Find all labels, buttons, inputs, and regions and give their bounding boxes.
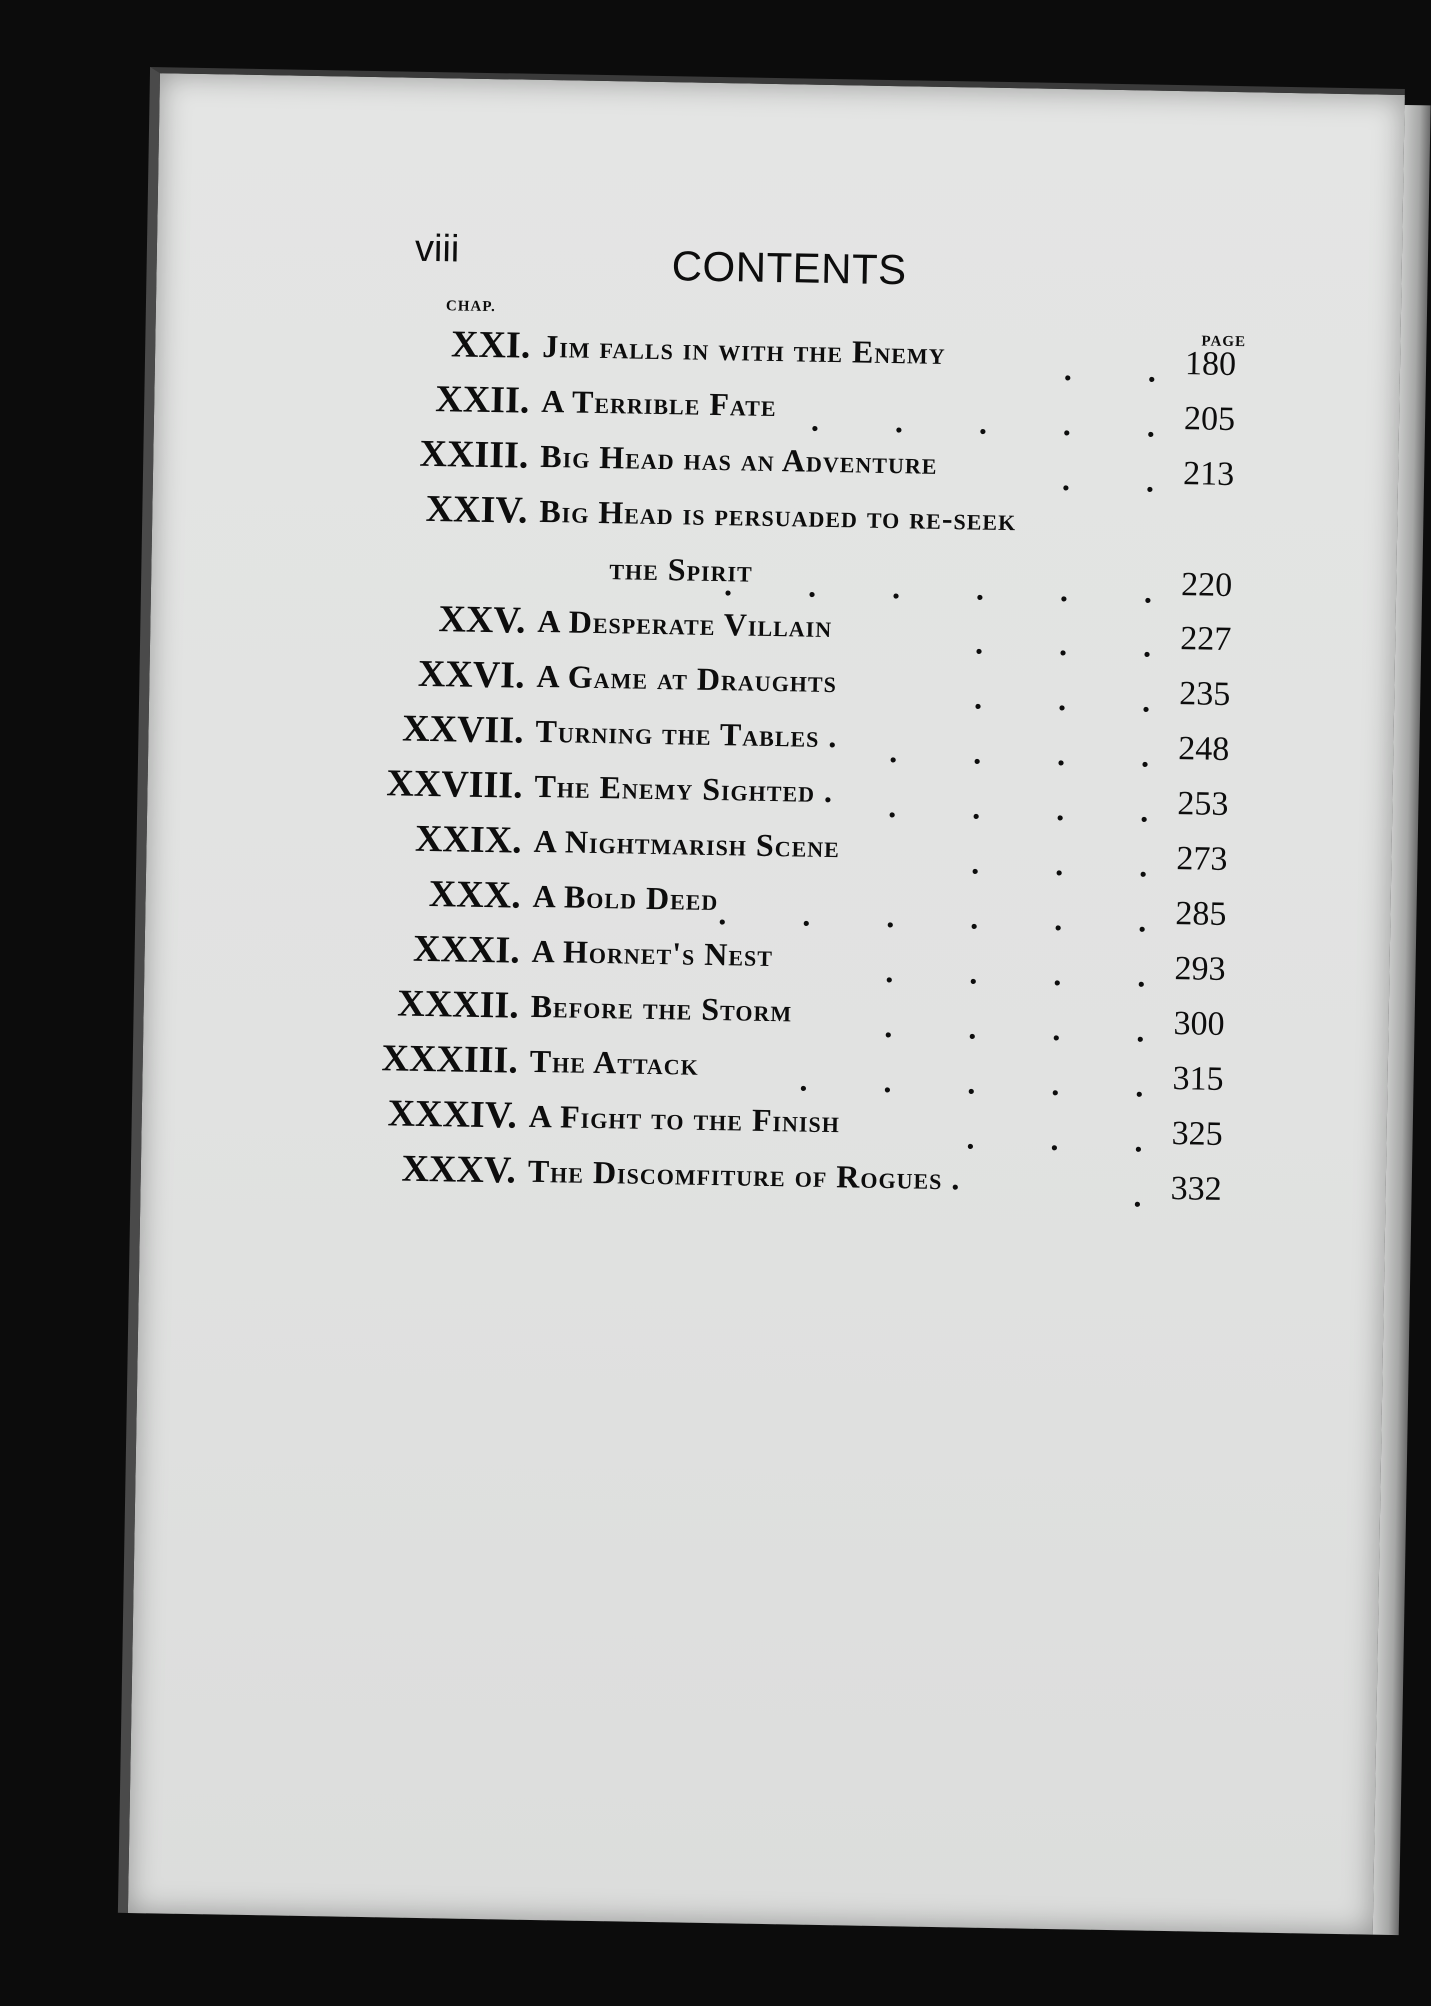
table-of-contents: [140, 317, 1400, 1219]
dot-leader: . . .: [974, 624, 1186, 665]
dot-leader: .: [1133, 1177, 1176, 1215]
contents-heading: CONTENTS: [671, 242, 908, 294]
chapter-title: Big Head has an Adventure: [540, 437, 938, 481]
dot-leader: . .: [1063, 351, 1191, 390]
chapter-title: Turning the Tables .: [535, 712, 838, 755]
page-content: [128, 73, 1405, 1934]
chapter-title: A Desperate Villain: [537, 602, 833, 645]
dot-leader: . . . . . .: [718, 895, 1181, 940]
chapter-number: XXIII.: [419, 432, 529, 477]
dot-leader: . . . .: [887, 788, 1183, 830]
dot-leader: . . . .: [884, 1008, 1179, 1050]
chapter-title: A Hornet's Nest: [531, 932, 774, 974]
page-reference: 253: [1177, 785, 1229, 823]
page-reference: 235: [1178, 675, 1231, 713]
page-reference: 180: [1184, 345, 1237, 384]
chapter-title: A Game at Draughts: [536, 657, 838, 700]
chapter-number: XXXIV.: [387, 1092, 518, 1137]
chapter-number: XXVIII.: [386, 762, 523, 807]
chapter-number: XXV.: [438, 598, 526, 642]
dot-leader: . . .: [966, 1119, 1177, 1160]
page-reference: 273: [1176, 840, 1228, 878]
chapter-number: XXIV.: [425, 487, 528, 532]
page-reference: 205: [1183, 400, 1236, 439]
page-reference: 332: [1170, 1170, 1222, 1208]
chapter-number: XXXI.: [412, 927, 521, 972]
chapter-title: The Discomfiture of Rogues .: [527, 1152, 961, 1197]
page-reference: 293: [1174, 950, 1226, 988]
chapter-title: Jim falls in with the Enemy: [541, 327, 946, 371]
chapter-title: A Bold Deed: [532, 877, 719, 918]
page-reference: 300: [1173, 1005, 1225, 1043]
chapter-number: XXXV.: [401, 1147, 517, 1192]
book-page: [118, 67, 1405, 1935]
page-reference: 285: [1175, 895, 1227, 933]
chapter-title: Before the Storm: [530, 987, 793, 1029]
page-column-label: PAGE: [1201, 333, 1247, 351]
chapter-title: The Attack: [529, 1042, 700, 1082]
chapter-number: XXI.: [450, 323, 531, 367]
page-reference: 325: [1171, 1115, 1223, 1153]
dot-leader: . . . .: [885, 953, 1180, 995]
chapter-title: A Terrible Fate: [541, 382, 777, 424]
page-reference: 248: [1178, 730, 1230, 768]
page-reference: 220: [1180, 566, 1233, 605]
page-reference: 213: [1182, 455, 1235, 494]
chapter-number: XXXIII.: [381, 1037, 519, 1082]
chapter-number: XXX.: [428, 873, 522, 917]
page-number-folio: viii: [414, 227, 460, 271]
dot-leader: . . . . . .: [723, 566, 1187, 611]
dot-leader: . . . . .: [810, 401, 1190, 445]
chapter-number: XXII.: [435, 378, 530, 422]
chapter-title-continuation: the Spirit: [609, 550, 754, 589]
dot-leader: . . .: [971, 844, 1182, 885]
page-reference: 315: [1172, 1060, 1224, 1098]
dot-leader: . . .: [973, 679, 1185, 720]
chapter-title: A Fight to the Finish: [528, 1097, 841, 1140]
dot-leader: . . . .: [888, 733, 1184, 775]
dot-leader: . .: [1061, 461, 1189, 500]
chapter-number: XXXII.: [397, 982, 520, 1027]
chapter-title: Big Head is persuaded to re-seek: [539, 492, 1017, 538]
chapter-number: XXVII.: [401, 707, 524, 752]
dot-leader: . . . . .: [799, 1061, 1178, 1105]
chapter-title: The Enemy Sighted .: [534, 767, 834, 810]
page-reference: 227: [1179, 620, 1232, 659]
chapter-number: XXVI.: [417, 652, 525, 697]
chapter-title: A Nightmarish Scene: [533, 822, 841, 865]
toc-entry: [151, 482, 1398, 614]
chapter-number: XXIX.: [414, 817, 523, 862]
chapter-column-label: CHAP.: [445, 298, 496, 316]
